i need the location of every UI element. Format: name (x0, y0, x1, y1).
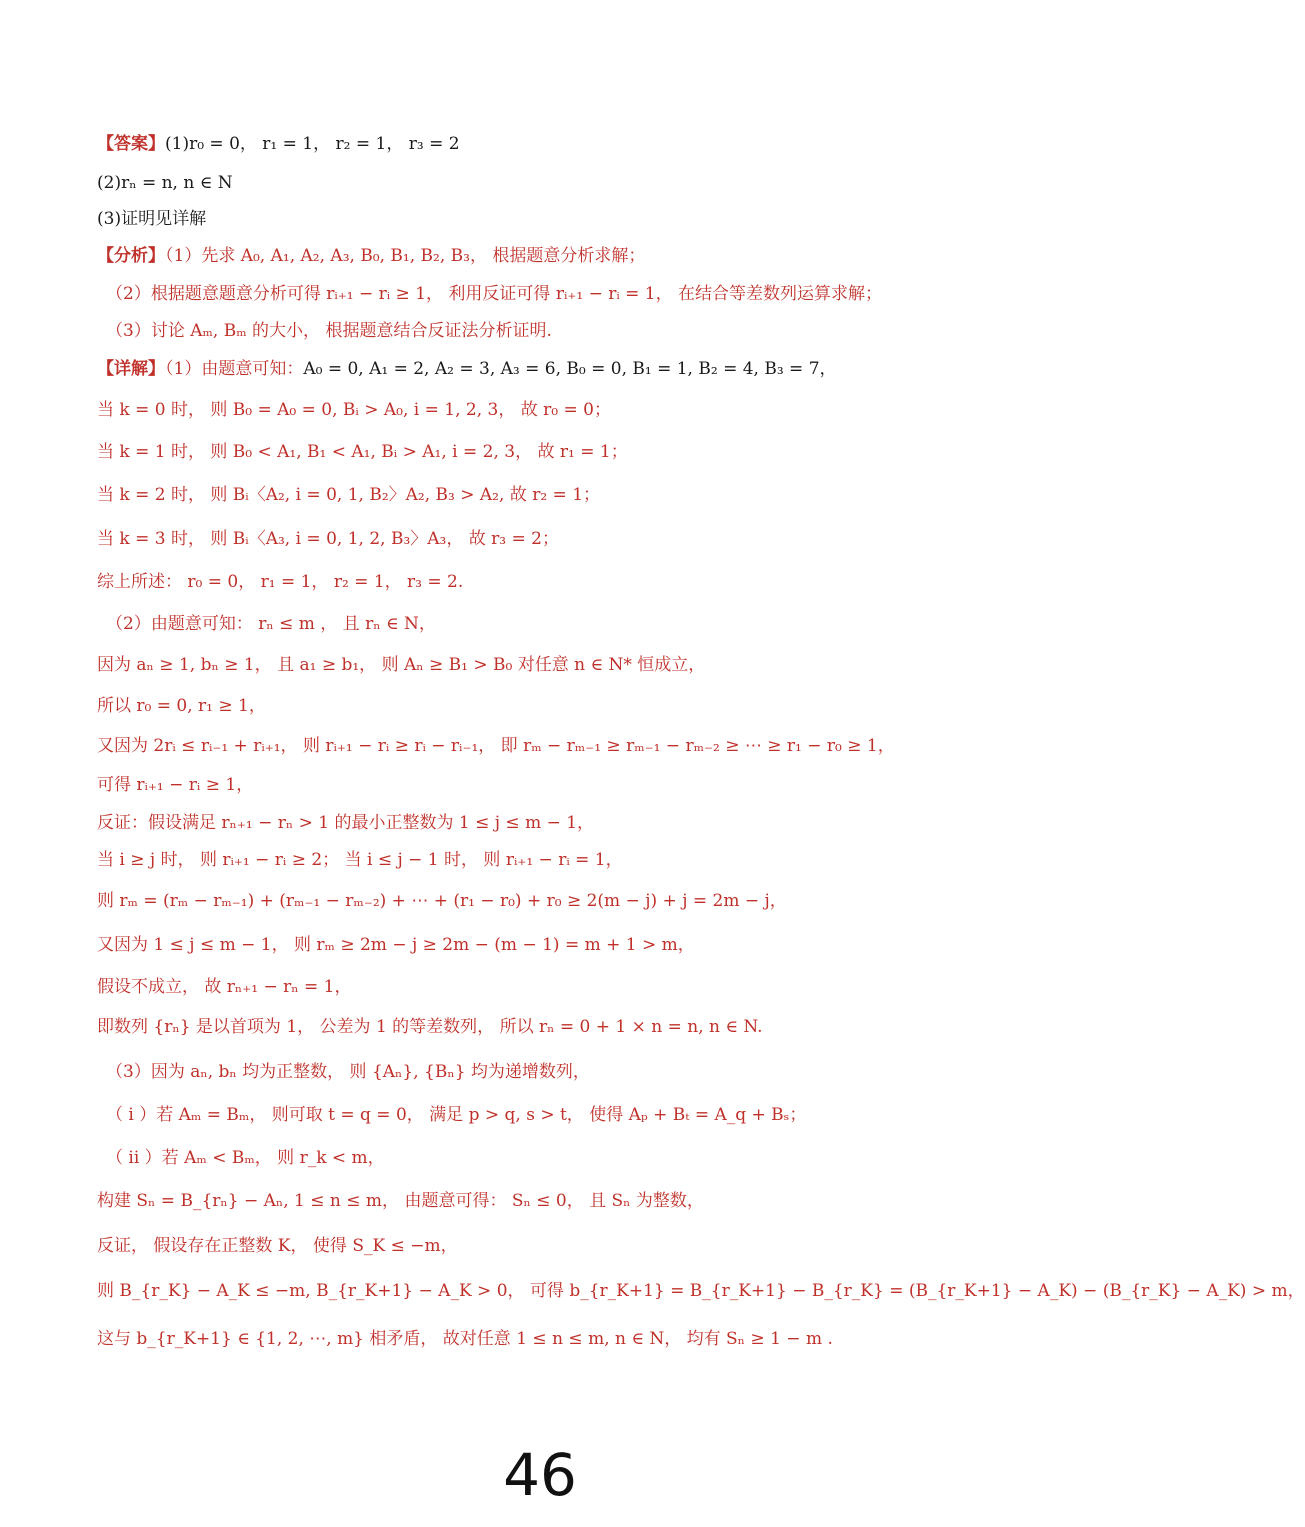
analysis-1: （1）先求 A₀, A₁, A₂, A₃, B₀, B₁, B₂, B₃， 根据题意分析求解； (165, 246, 646, 266)
part3-1: （3）因为 aₙ, bₙ 均为正整数， 则 {Aₙ}, {Bₙ} 均为递增数列， (106, 1062, 590, 1082)
part2-11: 即数列 {rₙ} 是以首项为 1， 公差为 1 的等差数列， 所以 rₙ = 0 + 1 × n = n, n ∈ N. (97, 1017, 763, 1037)
answer-line-1 (97, 132, 1020, 156)
detail-1-prefix: （1）由题意可知： (165, 359, 304, 379)
part2-9: 又因为 1 ≤ j ≤ m − 1， 则 rₘ ≥ 2m − j ≥ 2m − (m − 1) = m + 1 > m， (97, 935, 695, 955)
part3-5: 反证， 假设存在正整数 K， 使得 S_K ≤ −m， (97, 1236, 458, 1256)
case-k0: 当 k = 0 时， 则 B₀ = A₀ = 0, Bᵢ > A₀, i = 1, 2, 3， 故 r₀ = 0； (97, 400, 611, 420)
detail-label: 【详解】 (97, 359, 165, 379)
answer-3: (3)证明见详解 (97, 209, 207, 229)
part3-2: （ i ）若 Aₘ = Bₘ， 则可取 t = q = 0， 满足 p > q, s > t， 使得 Aₚ + Bₜ = A_q + Bₛ； (106, 1105, 807, 1125)
analysis-3: （3）讨论 Aₘ, Bₘ 的大小， 根据题意结合反证法分析证明. (106, 321, 552, 341)
answer-1: (1)r₀ = 0， r₁ = 1， r₂ = 1， r₃ = 2 (165, 134, 460, 154)
part2-8: 则 rₘ = (rₘ − rₘ₋₁) + (rₘ₋₁ − rₘ₋₂) + ⋯ + (r₁ − r₀) + r₀ ≥ 2(m − j) + j = 2m − j， (97, 891, 787, 911)
detail-1-math: A₀ = 0, A₁ = 2, A₂ = 3, A₃ = 6, B₀ = 0, B₁ = 1, B₂ = 4, B₃ = 7， (303, 359, 837, 379)
part3-7: 这与 b_{r_K+1} ∈ {1, 2, ⋯, m} 相矛盾， 故对任意 1 ≤ n ≤ m, n ∈ N， 均有 Sₙ ≥ 1 − m . (97, 1329, 833, 1349)
case-k3: 当 k = 3 时， 则 Bᵢ〈A₃, i = 0, 1, 2, B₃〉A₃， 故 r₃ = 2； (97, 529, 559, 549)
part2-7: 当 i ≥ j 时， 则 rᵢ₊₁ − rᵢ ≥ 2； 当 i ≤ j − 1 时， 则 rᵢ₊₁ − rᵢ = 1， (97, 850, 623, 870)
part2-1: （2）由题意可知： rₙ ≤ m ， 且 rₙ ∈ N， (106, 614, 436, 634)
detail-line-1 (97, 357, 1020, 381)
analysis-2: （2）根据题意题意分析可得 rᵢ₊₁ − rᵢ ≥ 1， 利用反证可得 rᵢ₊₁ − rᵢ = 1， 在结合等差数列运算求解； (106, 284, 883, 304)
part2-6: 反证：假设满足 rₙ₊₁ − rₙ > 1 的最小正整数为 1 ≤ j ≤ m − 1， (97, 813, 595, 833)
part2-3: 所以 r₀ = 0, r₁ ≥ 1， (97, 696, 266, 716)
answer-label: 【答案】 (97, 134, 165, 154)
analysis-line-1 (97, 244, 1020, 268)
case-k1: 当 k = 1 时， 则 B₀ < A₁, B₁ < A₁, Bᵢ > A₁, i = 2, 3， 故 r₁ = 1； (97, 442, 628, 462)
summary-1: 综上所述： r₀ = 0， r₁ = 1， r₂ = 1， r₃ = 2. (97, 572, 464, 592)
part2-4: 又因为 2rᵢ ≤ rᵢ₋₁ + rᵢ₊₁， 则 rᵢ₊₁ − rᵢ ≥ rᵢ − rᵢ₋₁， 即 rₘ − rₘ₋₁ ≥ rₘ₋₁ − rₘ₋₂ ≥ ⋯ ≥ r₁ − r₀ ≥ 1， (97, 736, 895, 756)
part3-4: 构建 Sₙ = B_{rₙ} − Aₙ, 1 ≤ n ≤ m， 由题意可得： Sₙ ≤ 0， 且 Sₙ 为整数， (97, 1191, 704, 1211)
part3-3: （ ii ）若 Aₘ < Bₘ， 则 r_k < m， (106, 1148, 385, 1168)
answer-2: (2)rₙ = n, n ∈ N (97, 173, 233, 193)
part2-2: 因为 aₙ ≥ 1, bₙ ≥ 1， 且 a₁ ≥ b₁， 则 Aₙ ≥ B₁ > B₀ 对任意 n ∈ N* 恒成立， (97, 655, 706, 675)
page-number: 46 (503, 1441, 577, 1509)
case-k2: 当 k = 2 时， 则 Bᵢ〈A₂, i = 0, 1, B₂〉A₂, B₃ > A₂, 故 r₂ = 1； (97, 485, 601, 505)
part2-10: 假设不成立， 故 rₙ₊₁ − rₙ = 1， (97, 977, 352, 997)
part3-6: 则 B_{r_K} − A_K ≤ −m, B_{r_K+1} − A_K > 0， 可得 b_{r_K+1} = B_{r_K+1} − B_{r_K} = (B_{r_K+1} − A_K) − (B_{r_K} − A_K) > m， (97, 1281, 1305, 1301)
analysis-label: 【分析】 (97, 246, 165, 266)
part2-5: 可得 rᵢ₊₁ − rᵢ ≥ 1， (97, 775, 254, 795)
